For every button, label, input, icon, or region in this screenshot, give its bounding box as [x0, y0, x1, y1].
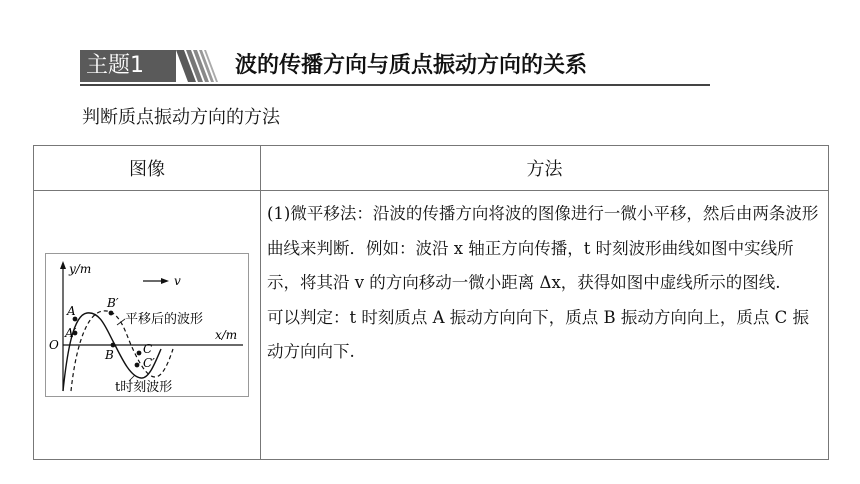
method-cell — [261, 191, 829, 460]
stripes-decoration — [176, 50, 226, 82]
point-c — [135, 363, 140, 368]
point-a-label: A — [67, 304, 76, 318]
point-a-prime-label: A′ — [65, 326, 77, 340]
method-paragraph: (1)微平移法：沿波的传播方向将波的图像进行一微小平移，然后由两条波形曲线来判断．例如：波沿 x 轴正方向传播，t 时刻波形曲线如图中实线所示，将其沿 v 的方向移动一微小距离 Δx，获得如图中虚线所示的图线. — [267, 204, 819, 292]
origin-label: O — [49, 338, 59, 352]
point-c-prime-label: C′ — [143, 356, 155, 370]
table-header-row — [34, 146, 829, 191]
x-axis-label: x/m — [215, 328, 238, 342]
point-b-prime — [109, 311, 114, 316]
point-b — [111, 343, 116, 348]
point-c-label: C — [143, 342, 153, 356]
wave-diagram — [45, 253, 249, 397]
point-b-label: B — [105, 348, 114, 362]
topic-title: 波的传播方向与质点振动方向的关系 — [235, 53, 588, 78]
point-b-prime-label: B′ — [107, 296, 119, 310]
original-wave-label: t时刻波形 — [115, 380, 173, 395]
y-axis-label: y/m — [69, 262, 92, 276]
header-method: 方法 — [261, 146, 829, 191]
point-c-prime — [137, 351, 142, 356]
figure-cell — [34, 191, 261, 460]
table-row — [34, 191, 829, 460]
topic-badge: 主题1 — [80, 50, 182, 82]
method-conclusion: 可以判定：t 时刻质点 A 振动方向向下，质点 B 振动方向向上，质点 C 振动方向向下. — [267, 307, 810, 361]
topic-header — [80, 48, 710, 86]
section-subheading: 判断质点振动方向的方法 — [82, 107, 280, 128]
methods-table — [33, 145, 829, 460]
topic-underline — [80, 84, 710, 86]
velocity-label: v — [174, 274, 181, 288]
shifted-wave-label: 平移后的波形 — [125, 312, 204, 327]
header-image: 图像 — [34, 146, 261, 191]
